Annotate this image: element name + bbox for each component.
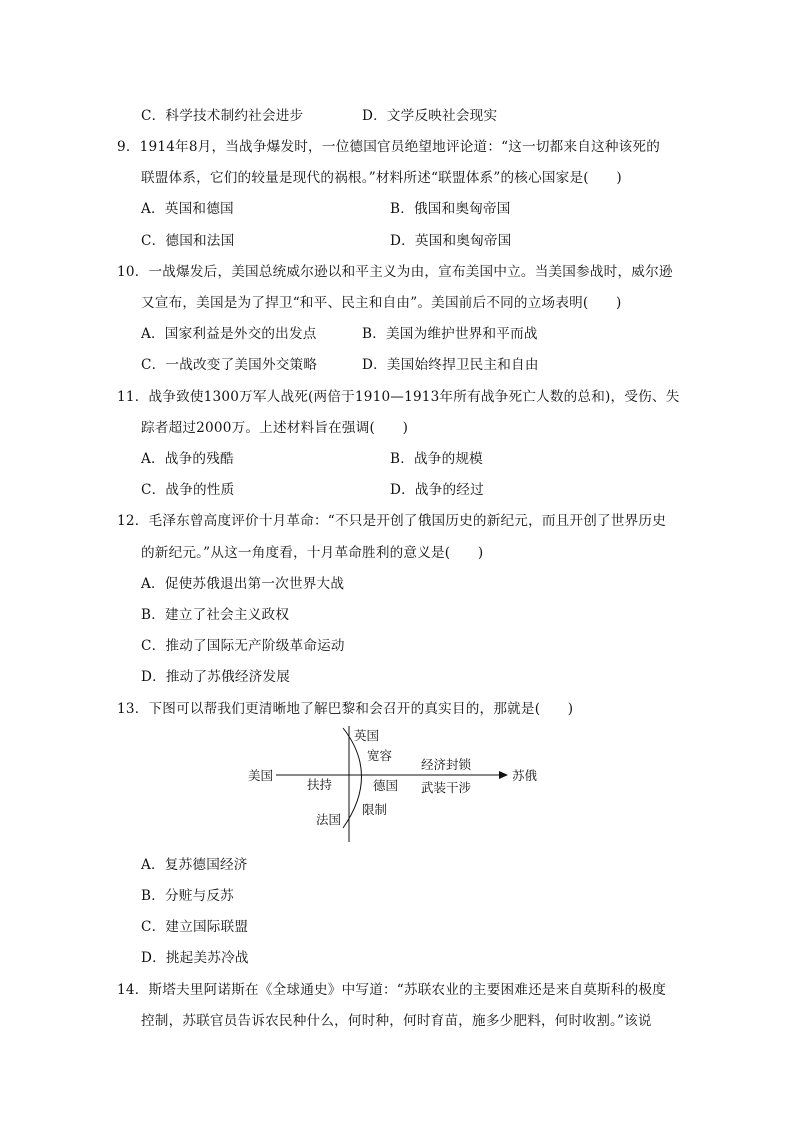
q9-stem-line1: 9．1914年8月，当战争爆发时，一位德国官员绝望地评论道：“这一切都来自这种该死的 [117, 139, 661, 155]
q10-option-c: C．一战改变了美国外交策略 [141, 357, 318, 373]
q14-stem-line1: 14．斯塔夫里阿诺斯在《全球通史》中写道：“苏联农业的主要困难还是来自莫斯科的极度 [117, 982, 667, 998]
label-intervention: 武装干涉 [421, 780, 472, 795]
label-france: 法国 [316, 812, 342, 827]
label-lenient: 宽容 [367, 748, 393, 763]
q13-stem-line1: 13．下图可以帮我们更清晰地了解巴黎和会召开的真实目的，那就是( ) [117, 701, 574, 717]
q12-option-d: D．推动了苏俄经济发展 [141, 669, 291, 685]
label-blockade: 经济封锁 [421, 757, 472, 772]
q13-option-c: C．建立国际联盟 [141, 919, 249, 935]
q11-option-a: A．战争的残酷 [141, 451, 234, 467]
q13-option-d: D．挑起美苏冷战 [141, 950, 249, 966]
label-usa: 美国 [248, 768, 274, 783]
q10-stem-line2: 又宣布，美国是为了捍卫“和平、民主和自由”。美国前后不同的立场表明( ) [141, 295, 622, 311]
q12-stem-line2: 的新纪元。”从这一角度看，十月革命胜利的意义是( ) [141, 545, 484, 561]
q9-option-a: A．英国和德国 [141, 201, 234, 217]
q11-stem-line1: 11．战争致使1300万军人战死(两倍于1910—1913年所有战争死亡人数的总和)，受伤、失 [117, 389, 680, 405]
q11-stem-line2: 踪者超过2000万。上述材料旨在强调( ) [141, 420, 409, 436]
q12-option-b: B．建立了社会主义政权 [141, 607, 290, 623]
label-restrict: 限制 [362, 802, 388, 817]
diagram-arc [343, 728, 362, 828]
label-soviet: 苏俄 [512, 768, 538, 783]
q10-option-d: D．美国始终捍卫民主和自由 [362, 357, 539, 373]
q12-stem-line1: 12．毛泽东曾高度评价十月革命：“不只是开创了俄国历史的新纪元，而且开创了世界历史 [117, 513, 667, 529]
q11-option-b: B．战争的规模 [390, 451, 483, 467]
q9-option-d: D．英国和奥匈帝国 [390, 233, 512, 249]
q10-stem-line1: 10．一战爆发后，美国总统威尔逊以和平主义为由，宣布美国中立。当美国参战时，威尔逊 [117, 264, 673, 280]
q12-option-a: A．促使苏俄退出第一次世界大战 [141, 576, 345, 592]
q12-option-c: C．推动了国际无产阶级革命运动 [141, 638, 345, 654]
q9-option-b: B．俄国和奥匈帝国 [390, 201, 511, 217]
diagram-arrow-head [499, 771, 508, 779]
label-germany: 德国 [373, 778, 399, 793]
label-support: 扶持 [307, 777, 333, 792]
q14-stem-line2: 控制，苏联官员告诉农民种什么，何时种，何时育苗，施多少肥料，何时收割。”该说 [141, 1013, 652, 1029]
q11-option-d: D．战争的经过 [390, 482, 484, 498]
q9-option-c: C．德国和法国 [141, 233, 235, 249]
q13-option-b: B．分赃与反苏 [141, 888, 234, 904]
q8-option-c: C．科学技术制约社会进步 [141, 108, 304, 124]
label-uk: 英国 [354, 728, 380, 743]
q10-option-b: B．美国为维护世界和平而战 [362, 326, 538, 342]
q9-stem-line2: 联盟体系，它们的较量是现代的祸根。”材料所述“联盟体系”的核心国家是( ) [141, 170, 622, 186]
q8-option-d: D．文学反映社会现实 [362, 108, 498, 124]
q11-option-c: C．战争的性质 [141, 482, 235, 498]
paris-conference-diagram [240, 722, 560, 847]
q10-option-a: A．国家利益是外交的出发点 [141, 326, 317, 342]
q13-option-a: A．复苏德国经济 [141, 857, 248, 873]
